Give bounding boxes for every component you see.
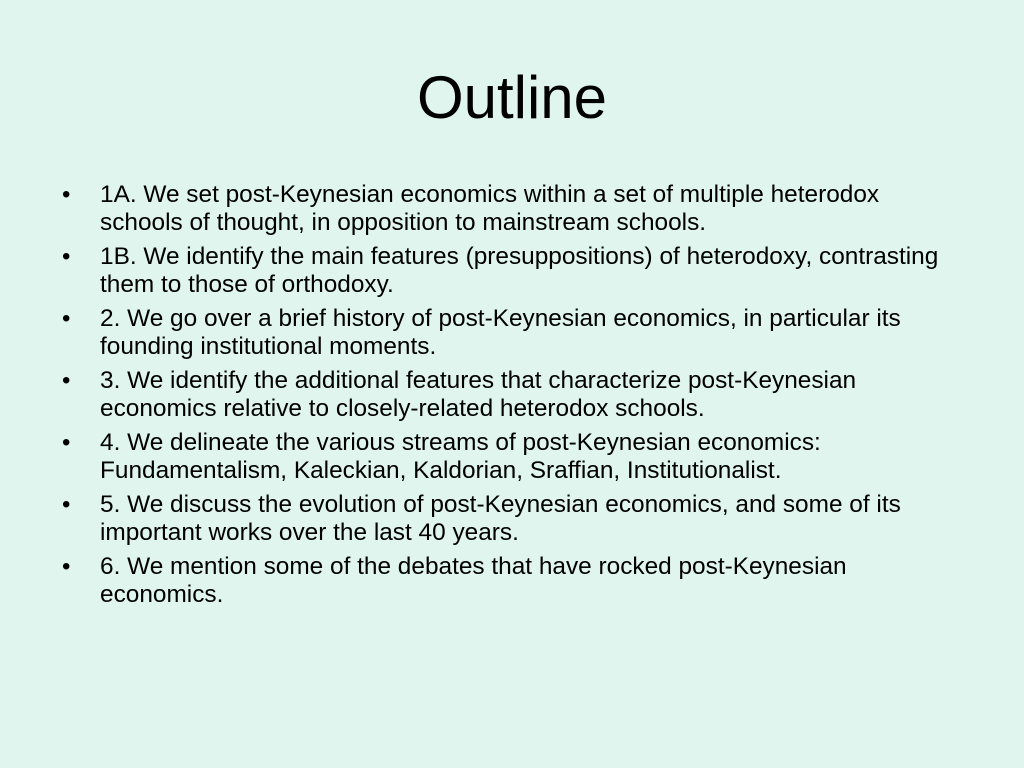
bullet-icon: • [62, 553, 71, 580]
bullet-icon: • [62, 305, 71, 332]
bullet-text: 6. We mention some of the debates that have rocked post-Keynesian economics. [100, 553, 847, 608]
bullet-text: 3. We identify the additional features that characterize post-Keynesian economics relative to closely-related heterodox schools. [100, 367, 857, 422]
bullet-text: 5. We discuss the evolution of post-Keynesian economics, and some of its important works over the last 40 years. [100, 491, 901, 546]
bullet-icon: • [62, 367, 71, 394]
bullet-item-2 [62, 305, 962, 361]
bullet-item-1b [62, 243, 962, 299]
bullet-text: 4. We delineate the various streams of post-Keynesian economics: Fundamentalism, Kaleckian, Kaldorian, Sraffian, Institutionalist. [100, 429, 821, 484]
bullet-text: 1B. We identify the main features (presuppositions) of heterodoxy, contrasting them to those of orthodoxy. [100, 243, 939, 298]
bullet-item-6 [62, 553, 962, 609]
bullet-icon: • [62, 491, 71, 518]
bullet-text: 1A. We set post-Keynesian economics within a set of multiple heterodox schools of thought, in opposition to mainstream schools. [100, 181, 880, 236]
bullet-icon: • [62, 243, 71, 270]
bullet-list [62, 181, 962, 615]
bullet-icon: • [62, 181, 71, 208]
bullet-item-1a [62, 181, 962, 237]
slide-title: Outline [416, 64, 608, 131]
bullet-item-3 [62, 367, 962, 423]
bullet-text: 2. We go over a brief history of post-Keynesian economics, in particular its founding institutional moments. [100, 305, 901, 360]
bullet-item-4 [62, 429, 962, 485]
bullet-icon: • [62, 429, 71, 456]
bullet-item-5 [62, 491, 962, 547]
